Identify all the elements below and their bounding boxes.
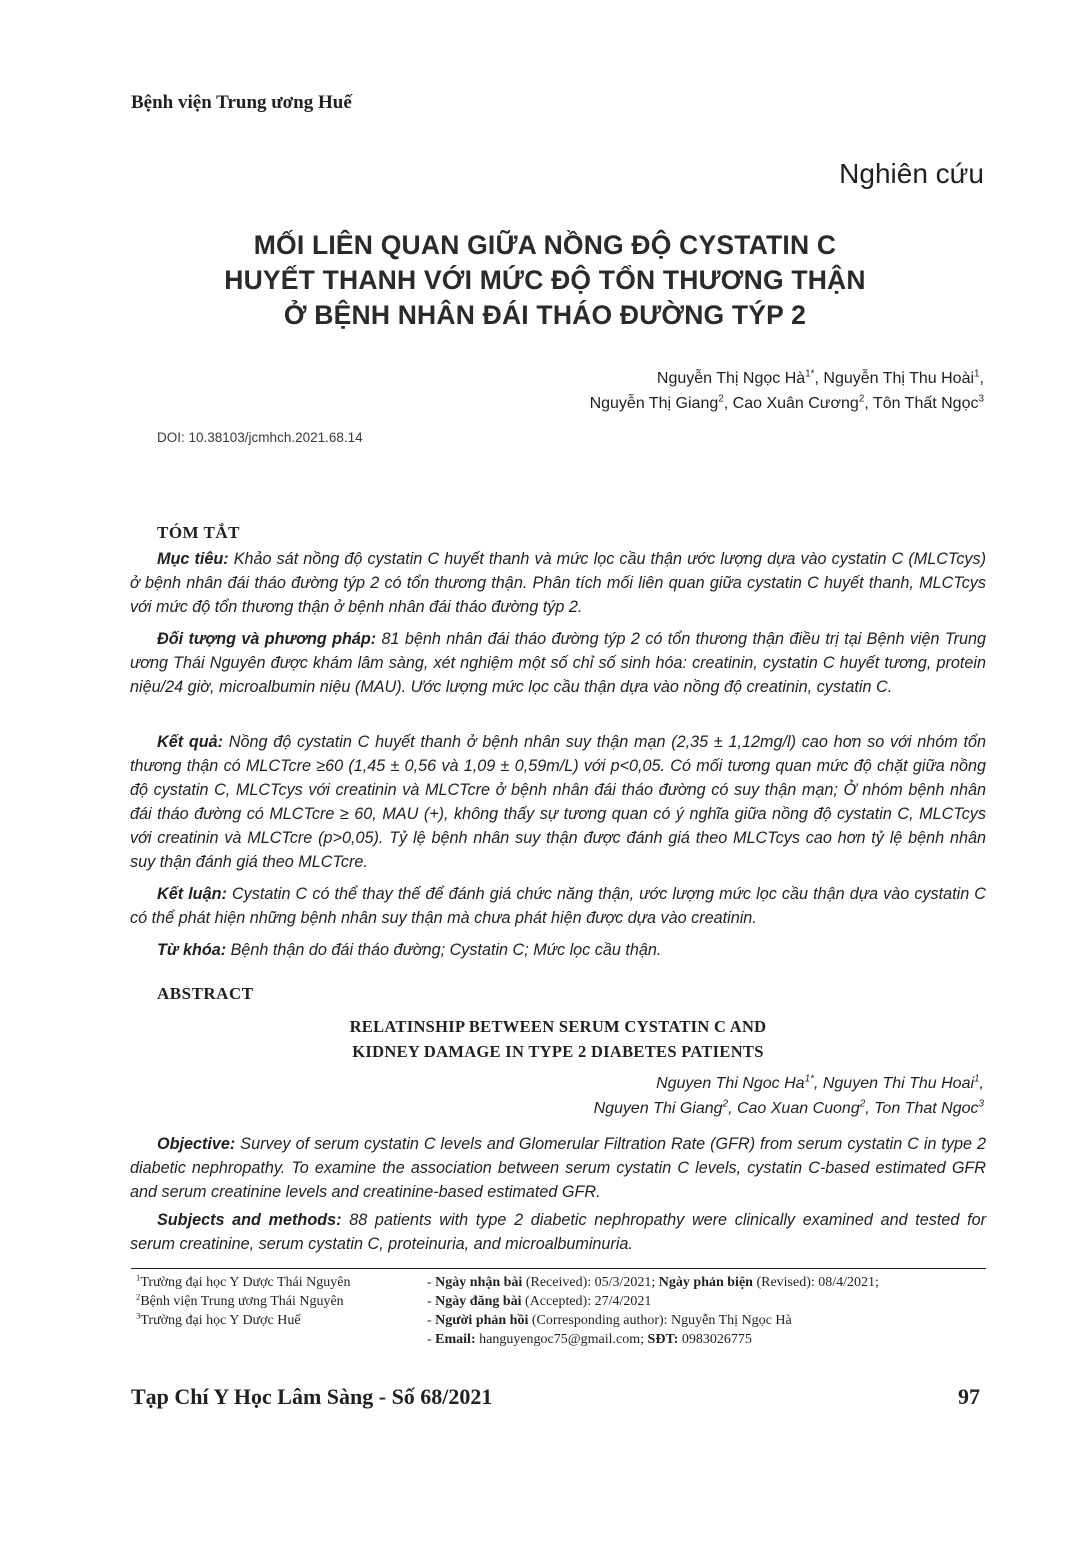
author-line: Nguyen Thi Giang$^2$, Cao Xuan Cuong$^2$, Ton That Ngoc$^3$ xyxy=(593,1098,984,1117)
section-label: Nghiên cứu xyxy=(839,158,984,189)
article-title xyxy=(130,228,960,333)
author-affiliation-mark: 2 xyxy=(859,1098,866,1110)
email-value: hanguyengoc75@gmail.com; xyxy=(479,1332,645,1347)
paragraph-text: Survey of serum cystatin C levels and Glomerular Filtration Rate (GFR) from serum cystatin C in type 2 diabetic nephropathy. To examine the association between serum cystatin C levels, cystatin C-based estimated GFR and serum creatinine levels and creatinine-based estimated GFR. xyxy=(130,1135,986,1201)
section-heading-tomtat: TÓM TẮT xyxy=(157,523,241,542)
author-name: Tôn Thất Ngọc xyxy=(872,395,979,412)
title-line: Ở BỆNH NHÂN ĐÁI THÁO ĐƯỜNG TÝP 2 xyxy=(283,300,807,330)
affiliation-name: Trường đại học Y Dược Huế xyxy=(140,1313,301,1328)
author-name: Cao Xuân Cương xyxy=(732,395,859,412)
section-heading-abstract: ABSTRACT xyxy=(157,984,254,1003)
phone-value: 0983026775 xyxy=(681,1332,752,1347)
paragraph-text: 81 bệnh nhân đái tháo đường týp 2 có tổn thương thận điều trị tại Bệnh viện Trung ương Thái Nguyên được khám lâm sàng, xét nghiệm một số chỉ số sinh hóa: creatinin, cystatin C huyết tương, protein niệu/24 giờ, microalbumin niệu (MAU). Ước lượng mức lọc cầu thận dựa vào nồng độ creatinin, cystatin C. xyxy=(130,630,986,696)
meta-value: (Corresponding author): Nguyễn Thị Ngọc Hà xyxy=(531,1313,792,1328)
author-name: Nguyen Thi Thu Hoai xyxy=(822,1075,975,1092)
author-name: Nguyễn Thị Ngọc Hà xyxy=(656,370,806,387)
meta-label: Ngày phản biện xyxy=(658,1275,753,1290)
affiliation-mark: 2 xyxy=(136,1291,141,1302)
meta-contact: - Email: hanguyengoc75@gmail.com; SĐT: 0983026775 xyxy=(427,1332,752,1347)
affiliation-mark: 1 xyxy=(136,1272,141,1283)
paragraph-objective xyxy=(130,1132,986,1204)
meta-accepted: - Ngày đăng bài (Accepted): 27/4/2021 xyxy=(427,1294,652,1309)
meta-dates: - Ngày nhận bài (Received): 05/3/2021; Ngày phản biện (Revised): 08/4/2021; xyxy=(427,1275,879,1290)
paragraph-ket-qua xyxy=(130,730,986,874)
title-line: MỐI LIÊN QUAN GIỮA NỒNG ĐỘ CYSTATIN C xyxy=(253,230,837,260)
authors-vietnamese xyxy=(590,366,984,416)
author-affiliation-mark: 2 xyxy=(722,1098,729,1110)
author-affiliation-mark: 1* xyxy=(805,368,815,380)
author-name: Cao Xuan Cuong xyxy=(736,1100,860,1117)
meta-value: (Accepted): 27/4/2021 xyxy=(525,1294,652,1309)
affiliation-mark: 3 xyxy=(136,1310,141,1321)
meta-value: (Revised): 08/4/2021; xyxy=(756,1275,879,1290)
paragraph-label: Objective: xyxy=(157,1135,236,1153)
author-line: Nguyen Thi Ngoc $Ha^{1*}$, Nguyen Thi Thu Hoai$^1$, xyxy=(656,1073,984,1092)
paragraph-text: Bệnh thận do đái tháo đường; Cystatin C; Mức lọc cầu thận. xyxy=(230,941,662,959)
journal-footer: Tạp Chí Y Học Lâm Sàng - Số 68/2021 xyxy=(131,1384,493,1409)
author-affiliation-mark: 2 xyxy=(718,393,724,405)
paragraph-muc-tieu xyxy=(130,547,986,619)
author-line: Nguyễn Thị Giang$^2$, Cao Xuân Cương$^2$, Tôn Thất Ngọc$^3$ xyxy=(589,393,984,412)
page-number: 97 xyxy=(958,1384,980,1409)
affiliation-item xyxy=(136,1273,351,1292)
title-line: HUYẾT THANH VỚI MỨC ĐỘ TỔN THƯƠNG THẬN xyxy=(224,265,866,295)
paragraph-doi-tuong xyxy=(130,627,986,699)
author-affiliation-mark: 2 xyxy=(858,393,865,405)
meta-label: Người phản hồi xyxy=(435,1313,529,1328)
meta-value: (Received): 05/3/2021; xyxy=(525,1275,656,1290)
paragraph-subjects xyxy=(130,1208,986,1256)
paragraph-label: Đối tượng và phương pháp: xyxy=(157,630,377,648)
paragraph-label: Từ khóa: xyxy=(157,941,227,959)
footnote-divider xyxy=(131,1268,986,1269)
author-name: Nguyễn Thị Giang xyxy=(589,395,719,412)
author-affiliation-mark: 1 xyxy=(974,1073,980,1085)
affiliation-name: Bệnh viện Trung ương Thái Nguyên xyxy=(140,1294,344,1309)
meta-label: Ngày nhận bài xyxy=(435,1275,523,1290)
english-title xyxy=(130,1014,986,1064)
author-affiliation-mark: 3 xyxy=(978,393,984,405)
author-name: Nguyễn Thị Thu Hoài xyxy=(823,370,975,387)
paragraph-ket-luan xyxy=(130,882,986,930)
author-affiliation-mark: 1 xyxy=(974,368,980,380)
paragraph-text: 88 patients with type 2 diabetic nephropathy were clinically examined and tested for serum creatinine, serum cystatin C, proteinuria, and microalbuminuria. xyxy=(130,1211,986,1253)
paragraph-label: Mục tiêu: xyxy=(157,550,229,568)
author-name: Ton That Ngoc xyxy=(874,1100,979,1117)
author-line: Nguyễn Thị Ngọc $Hà^{1*}$, Nguyễn Thị Thu Hoài$^1$, xyxy=(656,368,984,387)
meta-label: Ngày đăng bài xyxy=(435,1294,522,1309)
author-affiliation-mark: 3 xyxy=(978,1098,984,1110)
affiliation-name: Trường đại học Y Dược Thái Nguyên xyxy=(140,1275,351,1290)
meta-corresponding: - Người phản hồi (Corresponding author): Nguyễn Thị Ngọc Hà xyxy=(427,1313,792,1328)
author-name: Nguyen Thi Giang xyxy=(593,1100,723,1117)
affiliation-item xyxy=(136,1292,351,1311)
paragraph-text: Cystatin C có thể thay thế để đánh giá chức năng thận, ước lượng mức lọc cầu thận dựa vào cystatin C có thể phát hiện những bệnh nhân suy thận mà chưa phát hiện được dựa vào creatinin. xyxy=(130,885,986,927)
affiliation-item xyxy=(136,1311,351,1330)
paragraph-tu-khoa xyxy=(130,938,986,962)
paragraph-text: Nồng độ cystatin C huyết thanh ở bệnh nhân suy thận mạn (2,35 ± 1,12mg/l) cao hơn so với nhóm tổn thương thận có MLCTcre ≥60 (1,45 ± 0,56 và 1,09 ± 0,59m/L) với p<0,05. Có mối tương quan mức độ chặt giữa nồng độ cystatin C, MLCTcys với creatinin và MLCTcre ở bệnh nhân đái tháo đường có suy thận mạn; Ở nhóm bệnh nhân đái tháo đường có MLCTcre ≥ 60, MAU (+), không thấy sự tương quan có ý nghĩa giữa nồng độ cystatin C, MLCTcys với creatinin và MLCTcre (p>0,05). Tỷ lệ bệnh nhân suy thận được đánh giá theo MLCTcys cao hơn tỷ lệ bệnh nhân suy thận đánh giá theo MLCTcre. xyxy=(130,733,986,871)
author-name: Nguyen Thi Ngoc Ha xyxy=(656,1075,805,1092)
running-header: Bệnh viện Trung ương Huế xyxy=(131,92,352,113)
paragraph-label: Subjects and methods: xyxy=(157,1211,342,1229)
paragraph-label: Kết quả: xyxy=(157,733,224,751)
author-affiliation-mark: 1* xyxy=(804,1073,814,1085)
meta-label: Email: xyxy=(435,1332,476,1347)
paragraph-text: Khảo sát nồng độ cystatin C huyết thanh và mức lọc cầu thận ước lượng dựa vào cystatin C (MLCTcys) ở bệnh nhân đái tháo đường týp 2 có tổn thương thận. Phân tích mối liên quan giữa cystatin C huyết thanh, MLCTcys với mức độ tổn thương thận ở bệnh nhân đái tháo đường týp 2. xyxy=(130,550,987,616)
affiliations xyxy=(136,1273,351,1330)
authors-english xyxy=(594,1071,984,1121)
doi: DOI: 10.38103/jcmhch.2021.68.14 xyxy=(157,430,363,445)
meta-label: SĐT: xyxy=(647,1332,679,1347)
title-line: RELATINSHIP BETWEEN SERUM CYSTATIN C AND xyxy=(349,1017,767,1036)
article-metadata xyxy=(427,1273,879,1349)
paragraph-label: Kết luận: xyxy=(157,885,227,903)
title-line: KIDNEY DAMAGE IN TYPE 2 DIABETES PATIENTS xyxy=(352,1042,764,1061)
